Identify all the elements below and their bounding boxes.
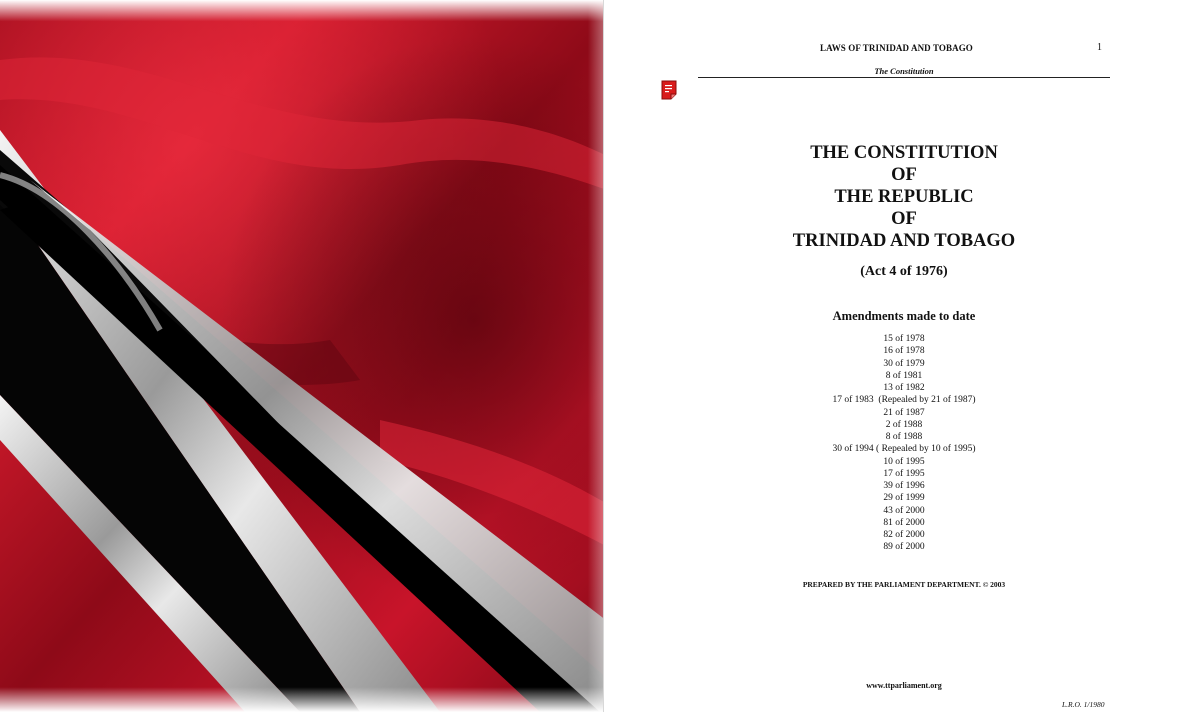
amendment-item: 30 of 1994 ( Repealed by 10 of 1995) (832, 444, 976, 455)
amendment-item: 21 of 1987 (883, 407, 925, 418)
amendment-item: 82 of 2000 (883, 530, 925, 540)
amendment-item: 8 of 1988 (885, 432, 923, 442)
amendment-item: 8 of 1981 (885, 370, 923, 381)
title-line: THE CONSTITUTION (810, 143, 998, 163)
running-head: LAWS OF TRINIDAD AND TOBAGO (820, 43, 973, 53)
lro-reference: L.R.O. 1/1980 (1062, 700, 1105, 709)
amendment-item: 16 of 1978 (883, 346, 925, 357)
document-page (604, 0, 1204, 712)
note-icon[interactable] (661, 80, 677, 100)
page-number: 1 (1097, 42, 1102, 53)
act-number: (Act 4 of 1976) (860, 264, 948, 279)
amendment-item: 17 of 1995 (883, 468, 925, 479)
amendments-list (604, 333, 1204, 554)
title-line: OF (891, 165, 917, 185)
amendment-item: 15 of 1978 (883, 334, 925, 344)
amendment-item: 39 of 1996 (883, 481, 925, 491)
title-line: OF (891, 209, 917, 229)
amendment-item: 10 of 1995 (883, 456, 925, 467)
amendment-item: 13 of 1982 (883, 383, 925, 393)
title-line: THE REPUBLIC (834, 187, 974, 207)
amendment-item: 17 of 1983 (Repealed by 21 of 1987) (832, 395, 976, 406)
prepared-by-notice: PREPARED BY THE PARLIAMENT DEPARTMENT. © 2003 (802, 580, 1006, 589)
running-subhead: The Constitution (874, 66, 934, 76)
amendment-item: 29 of 1999 (883, 493, 925, 504)
amendment-item: 30 of 1979 (883, 358, 925, 369)
amendment-item: 81 of 2000 (883, 517, 925, 528)
amendment-item: 89 of 2000 (883, 542, 925, 553)
amendments-heading: Amendments made to date (832, 309, 976, 323)
amendment-item: 2 of 1988 (885, 419, 923, 430)
title-line: TRINIDAD AND TOBAGO (792, 231, 1016, 251)
header-rule (698, 77, 1110, 78)
amendment-item: 43 of 2000 (883, 505, 925, 516)
website-link[interactable]: www.ttparliament.org (866, 681, 942, 690)
document-title (604, 142, 1204, 252)
